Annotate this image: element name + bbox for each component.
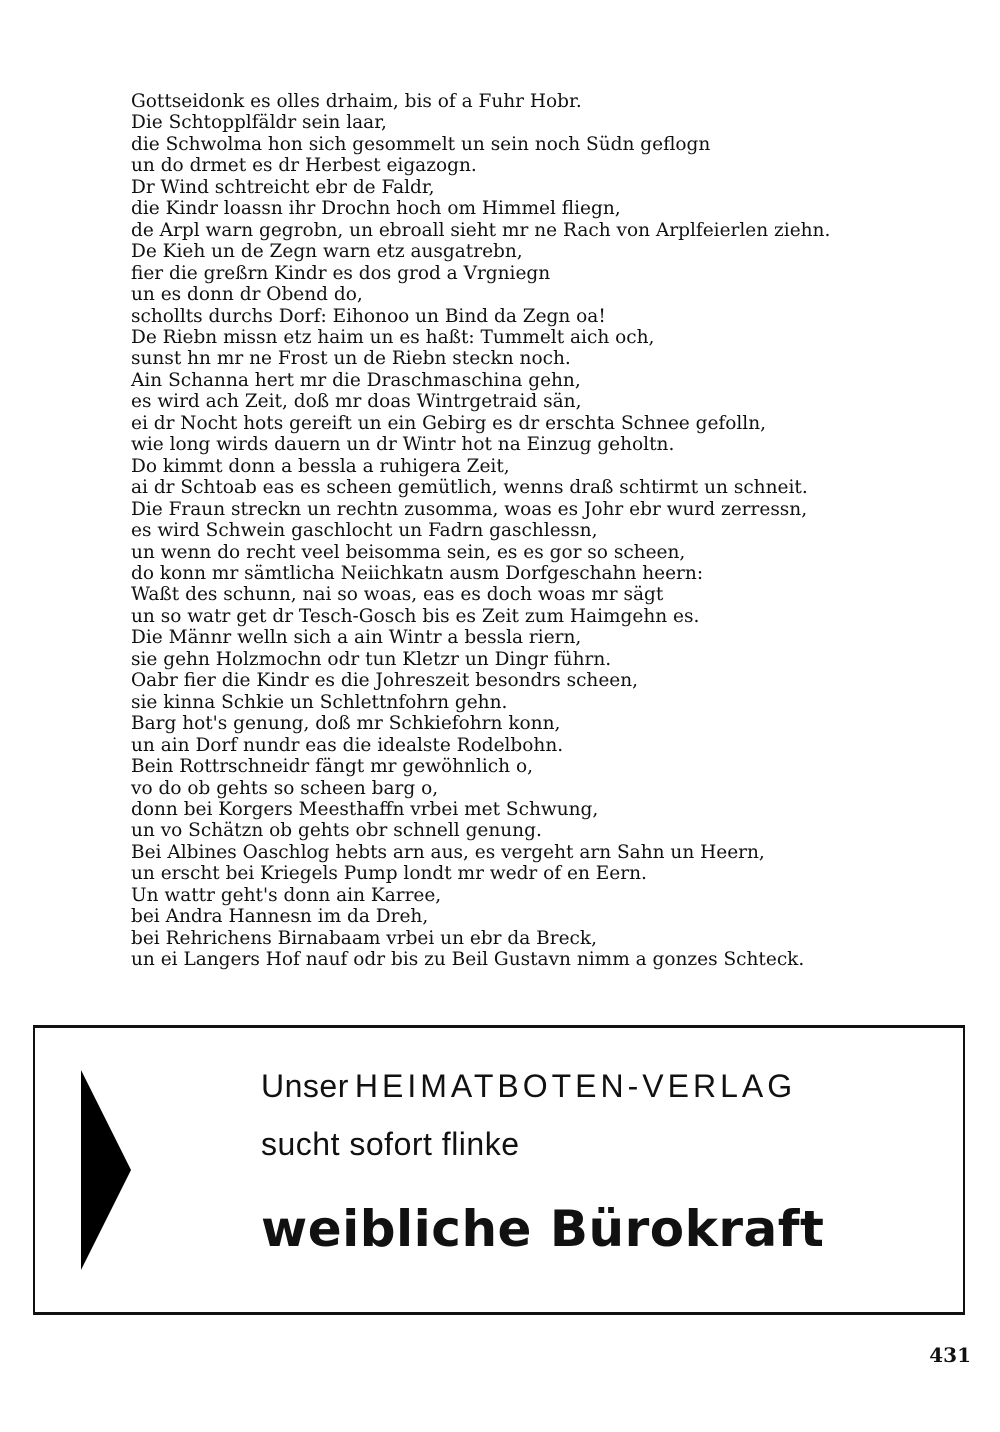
poem-text: [131, 91, 931, 971]
poem-line: Bei Albines Oaschlog hebts arn aus, es vergeht arn Sahn un Heern,: [131, 841, 765, 863]
poem-line: die Schwolma hon sich gesommelt un sein noch Südn geflogn: [131, 133, 711, 155]
arrow-right-icon: [81, 1070, 131, 1270]
poem-line: Do kimmt donn a bessla a ruhigera Zeit,: [131, 455, 510, 477]
poem-line: un wenn do recht veel beisomma sein, es es gor so scheen,: [131, 541, 686, 563]
poem-line: vo do ob gehts so scheen barg o,: [131, 777, 439, 799]
ad-publisher-name: HEIMATBOTEN-VERLAG: [354, 1068, 797, 1104]
poem-line: sie kinna Schkie un Schlettnfohrn gehn.: [131, 691, 508, 713]
poem-line: Barg hot's genung, doß mr Schkiefohrn konn,: [131, 713, 561, 735]
poem-line: Dr Wind schtreicht ebr de Faldr,: [131, 176, 435, 198]
poem-line: sunst hn mr ne Frost un de Riebn steckn noch.: [131, 348, 571, 370]
ad-publisher-line: [261, 1068, 796, 1105]
poem-line: Waßt des schunn, nai so woas, eas es doch woas mr sägt: [131, 584, 664, 606]
poem-line: es wird ach Zeit, doß mr doas Wintrgetraid sän,: [131, 391, 582, 413]
poem-line: un so watr get dr Tesch-Gosch bis es Zeit zum Haimgehn es.: [131, 605, 700, 627]
poem-line: Die Männr welln sich a ain Wintr a bessla riern,: [131, 627, 582, 649]
poem-line: die Kindr loassn ihr Drochn hoch om Himmel fliegn,: [131, 198, 621, 220]
poem-line: schollts durchs Dorf: Eihonoo un Bind da Zegn oa!: [131, 305, 606, 327]
poem-line: Ain Schanna hert mr die Draschmaschina gehn,: [131, 369, 581, 391]
poem-line: Un wattr geht's donn ain Karree,: [131, 884, 442, 906]
poem-line: Bein Rottrschneidr fängt mr gewöhnlich o,: [131, 756, 533, 778]
poem-line: un ei Langers Hof nauf odr bis zu Beil Gustavn nimm a gonzes Schteck.: [131, 949, 805, 971]
page-number: 431: [929, 1343, 971, 1367]
poem-line: wie long wirds dauern un dr Wintr hot na Einzug geholtn.: [131, 434, 675, 456]
poem-line: es wird Schwein gaschlocht un Fadrn gaschlessn,: [131, 520, 598, 542]
ad-subline: sucht sofort flinke: [261, 1126, 520, 1162]
poem-line: bei Andra Hannesn im da Dreh,: [131, 906, 429, 928]
poem-line: un vo Schätzn ob gehts obr schnell genung.: [131, 820, 542, 842]
poem-line: Gottseidonk es olles drhaim, bis of a Fuhr Hobr.: [131, 91, 582, 112]
ad-headline: weibliche Bürokraft: [261, 1200, 825, 1258]
poem-line: ei dr Nocht hots gereift un ein Gebirg es dr erschta Schnee gefolln,: [131, 412, 767, 434]
poem-line: Oabr fier die Kindr es die Johreszeit besondrs scheen,: [131, 670, 639, 692]
poem-line: un ain Dorf nundr eas die idealste Rodelbohn.: [131, 734, 564, 756]
ad-intro: Unser: [261, 1068, 349, 1104]
poem-line: De Kieh un de Zegn warn etz ausgatrebn,: [131, 241, 523, 263]
poem-line: donn bei Korgers Meesthaffn vrbei met Schwung,: [131, 798, 599, 820]
poem-line: Die Schtopplfäldr sein laar,: [131, 112, 387, 134]
poem-line: fier die greßrn Kindr es dos grod a Vrgniegn: [131, 262, 551, 284]
poem-line: un erscht bei Kriegels Pump londt mr wedr of en Eern.: [131, 863, 647, 885]
poem-line: Die Fraun streckn un rechtn zusomma, woas es Johr ebr wurd zerressn,: [131, 498, 808, 520]
advertisement-box: [33, 1025, 965, 1315]
poem-line: bei Rehrichens Birnabaam vrbei un ebr da Breck,: [131, 927, 597, 949]
poem-line: de Arpl warn gegrobn, un ebroall sieht mr ne Rach von Arplfeierlen ziehn.: [131, 219, 831, 241]
poem-line: un do drmet es dr Herbest eigazogn.: [131, 155, 477, 177]
poem-line: ai dr Schtoab eas es scheen gemütlich, wenns draß schtirmt un schneit.: [131, 477, 808, 499]
poem-line: sie gehn Holzmochn odr tun Kletzr un Dingr führn.: [131, 648, 612, 670]
poem-line: un es donn dr Obend do,: [131, 284, 363, 306]
poem-line: do konn mr sämtlicha Neiichkatn ausm Dorfgeschahn heern:: [131, 562, 704, 584]
poem-line: De Riebn missn etz haim un es haßt: Tummelt aich och,: [131, 326, 655, 348]
